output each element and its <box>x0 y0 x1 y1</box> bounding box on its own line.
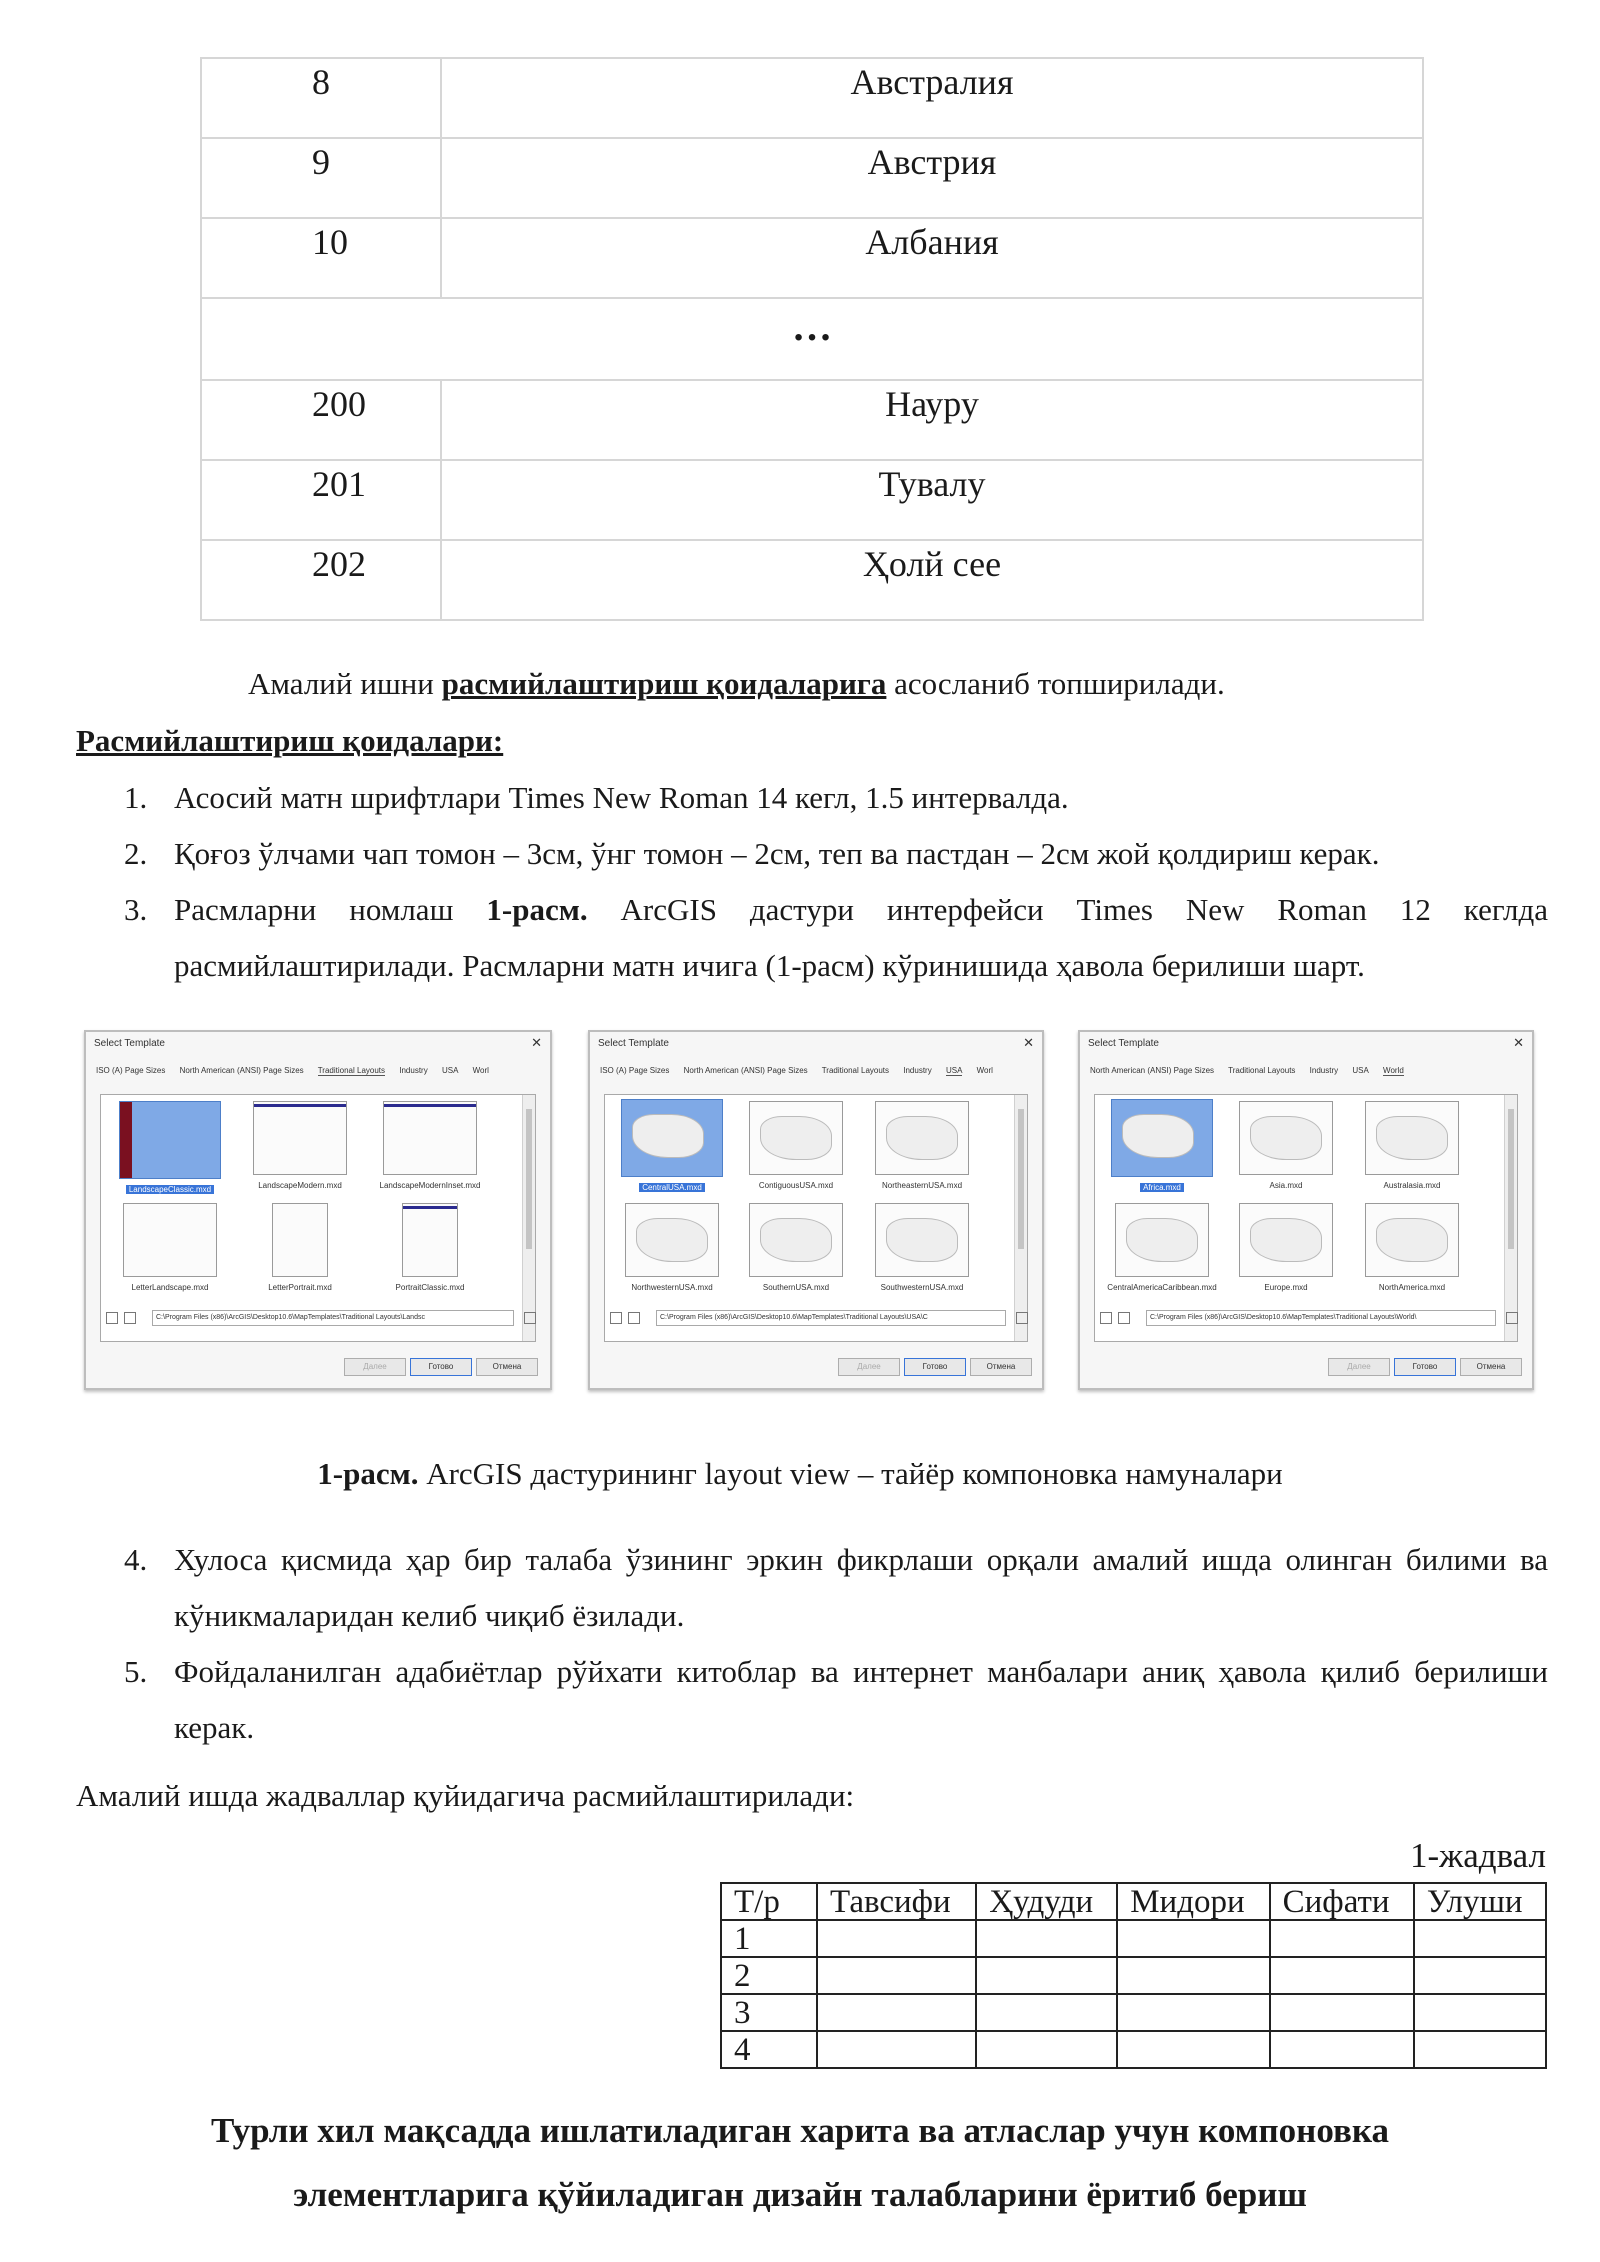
template-thumbnail <box>123 1203 217 1277</box>
row-number: 2 <box>721 1957 817 1994</box>
template-item[interactable] <box>867 1203 977 1292</box>
country-name: Австрия <box>441 138 1423 218</box>
template-item[interactable] <box>375 1203 485 1292</box>
table-row <box>201 218 1423 298</box>
table-cell <box>1117 1920 1269 1957</box>
template-name: NorthAmerica.mxd <box>1378 1283 1446 1292</box>
rules-title: Расмийлаштириш қоидалари: <box>76 723 504 758</box>
list-number: 1. <box>124 780 148 815</box>
template-item[interactable] <box>1357 1101 1467 1190</box>
scrollbar[interactable] <box>1504 1095 1517 1341</box>
template-thumbnail <box>1365 1101 1459 1175</box>
table-row <box>201 540 1423 620</box>
dialog-title: Select Template <box>598 1038 669 1049</box>
table-row <box>201 380 1423 460</box>
template-thumbnail <box>119 1101 221 1179</box>
row-number: 1 <box>721 1920 817 1957</box>
template-name: PortraitClassic.mxd <box>395 1283 465 1292</box>
table-cell <box>817 1994 976 2031</box>
template-thumbnail <box>1115 1203 1209 1277</box>
template-thumbnail <box>749 1203 843 1277</box>
figure-label: 1-расм. <box>317 1456 419 1491</box>
row-number: 4 <box>721 2031 817 2068</box>
next-button[interactable]: Далее <box>344 1358 406 1376</box>
grid-view-icon[interactable] <box>1118 1312 1130 1324</box>
list-number: 3. <box>124 892 148 927</box>
template-dialog-usa <box>588 1030 1044 1390</box>
list-text <box>174 882 1548 994</box>
template-name: LetterPortrait.mxd <box>268 1283 332 1292</box>
tab[interactable]: North American (ANSI) Page Sizes <box>179 1066 304 1075</box>
scrollbar[interactable] <box>1014 1095 1027 1341</box>
list-text: Асосий матн шрифтлари Times New Roman 14 кегл, 1.5 интервалда. <box>174 780 1069 815</box>
country-name: Науру <box>441 380 1423 460</box>
tab-active[interactable]: Traditional Layouts <box>317 1066 386 1075</box>
template-item[interactable] <box>1357 1203 1467 1292</box>
template-item[interactable] <box>617 1099 727 1195</box>
tab[interactable]: USA <box>1352 1066 1369 1075</box>
intro-text-end: асосланиб топширилади. <box>886 666 1225 701</box>
template-item[interactable] <box>115 1203 225 1292</box>
template-gallery <box>100 1094 536 1342</box>
close-icon[interactable]: ✕ <box>531 1035 542 1050</box>
template-dialog-traditional <box>84 1030 552 1390</box>
table-row <box>201 460 1423 540</box>
row-number: 9 <box>201 138 441 218</box>
list-number: 2. <box>124 836 148 871</box>
table-label: 1-жадвал <box>1409 1836 1546 1875</box>
list-item <box>124 882 1548 994</box>
tab[interactable]: Industry <box>399 1066 428 1075</box>
column-header: Т/р <box>721 1883 817 1920</box>
row-number: 200 <box>201 380 441 460</box>
template-thumbnail <box>253 1101 347 1175</box>
tab[interactable]: North American (ANSI) Page Sizes <box>683 1066 808 1075</box>
list-item <box>124 1532 1548 1644</box>
row-number: 8 <box>201 58 441 138</box>
template-name: LandscapeModern.mxd <box>258 1181 342 1190</box>
ok-button[interactable]: Готово <box>1394 1358 1456 1376</box>
table-cell <box>976 1994 1117 2031</box>
row-number: 10 <box>201 218 441 298</box>
list-view-icon[interactable] <box>1100 1312 1112 1324</box>
table-row-ellipsis <box>201 298 1423 380</box>
row-number: 202 <box>201 540 441 620</box>
template-thumbnail <box>1239 1203 1333 1277</box>
table-cell <box>1414 2031 1546 2068</box>
template-name: NorthwesternUSA.mxd <box>631 1283 713 1292</box>
dialog-tabs <box>96 1066 540 1082</box>
table-cell <box>817 2031 976 2068</box>
template-item[interactable] <box>741 1101 851 1190</box>
cancel-button[interactable]: Отмена <box>970 1358 1032 1376</box>
template-thumbnail <box>1111 1099 1213 1177</box>
template-name: Europe.mxd <box>1264 1283 1308 1292</box>
column-header: Сифати <box>1270 1883 1414 1920</box>
table-cell <box>976 1957 1117 1994</box>
template-gallery <box>604 1094 1028 1342</box>
cancel-button[interactable]: Отмена <box>1460 1358 1522 1376</box>
table-cell <box>817 1920 976 1957</box>
tab[interactable]: Traditional Layouts <box>1228 1066 1296 1075</box>
tab[interactable]: USA <box>441 1066 459 1075</box>
table-row <box>721 1957 1546 1994</box>
template-name: Asia.mxd <box>1269 1181 1303 1190</box>
country-name: Албания <box>441 218 1423 298</box>
next-button[interactable]: Далее <box>1328 1358 1390 1376</box>
intro-text: Амалий ишни <box>248 666 442 701</box>
table-row <box>721 2031 1546 2068</box>
caption-text: ArcGIS дастурининг layout view – тайёр компоновка намуналари <box>418 1456 1283 1491</box>
rules-link: расмийлаштириш қоидаларига <box>441 666 887 701</box>
template-item[interactable] <box>1231 1101 1341 1190</box>
template-thumbnail <box>1365 1203 1459 1277</box>
folder-icon[interactable] <box>524 1312 536 1324</box>
template-name: CentralAmericaCaribbean.mxd <box>1107 1283 1217 1292</box>
tab[interactable]: Worl <box>472 1066 489 1075</box>
template-table <box>720 1882 1547 2069</box>
tab[interactable]: ISO (A) Page Sizes <box>96 1066 166 1075</box>
column-header: Тавсифи <box>817 1883 976 1920</box>
grid-view-icon[interactable] <box>628 1312 640 1324</box>
countries-table <box>200 57 1424 621</box>
template-path-input[interactable]: C:\Program Files (x86)\ArcGIS\Desktop10.6\MapTemplates\Traditional Layouts\Landsc <box>152 1310 514 1326</box>
folder-icon[interactable] <box>1506 1312 1518 1324</box>
section-heading-line1: Турли хил мақсадда ишлатиладиган харита ва атласлар учун компоновка <box>211 2111 1389 2150</box>
list-number: 4. <box>124 1542 148 1577</box>
list-text-part: ArcGIS дастури интерфейси Times New Roman 12 кеглда расмийлаштирилади. Расмларни матн ичига (1-расм) кўринишида ҳавола берилиши шарт. <box>174 892 1548 983</box>
table-cell <box>1270 2031 1414 2068</box>
template-thumbnail <box>402 1203 458 1277</box>
table-cell <box>817 1957 976 1994</box>
template-name: NortheasternUSA.mxd <box>881 1181 963 1190</box>
table-row <box>721 1994 1546 2031</box>
table-cell <box>1414 1957 1546 1994</box>
list-view-icon[interactable] <box>610 1312 622 1324</box>
list-text: Фойдаланилган адабиётлар рўйхати китоблар ва интернет манбалари аниқ ҳавола қилиб берилиши керак. <box>174 1654 1548 1745</box>
template-thumbnail <box>875 1203 969 1277</box>
table-cell <box>976 1920 1117 1957</box>
table-cell <box>1414 1920 1546 1957</box>
template-thumbnail <box>749 1101 843 1175</box>
country-name: Ҳолй сее <box>441 540 1423 620</box>
close-icon[interactable]: ✕ <box>1513 1035 1524 1050</box>
tab[interactable]: North American (ANSI) Page Sizes <box>1090 1066 1215 1075</box>
template-item[interactable] <box>245 1101 355 1190</box>
column-header: Ҳудуди <box>976 1883 1117 1920</box>
template-dialog-world <box>1078 1030 1534 1390</box>
template-item[interactable] <box>115 1101 225 1197</box>
tab[interactable]: Traditional Layouts <box>821 1066 890 1075</box>
table-header-row <box>721 1883 1546 1920</box>
template-thumbnail <box>1239 1101 1333 1175</box>
table-cell <box>1117 2031 1269 2068</box>
list-text: Хулоса қисмида ҳар бир талаба ўзининг эркин фикрлаши орқали амалий ишда олинган билими ва кўникмаларидан келиб чиқиб ёзилади. <box>174 1542 1548 1633</box>
tab-active[interactable]: USA <box>945 1066 963 1075</box>
list-text-part: Расмларни номлаш <box>174 892 487 927</box>
ok-button[interactable]: Готово <box>904 1358 966 1376</box>
tab[interactable]: Industry <box>903 1066 932 1075</box>
tab[interactable]: Worl <box>976 1066 993 1075</box>
table-cell <box>1117 1957 1269 1994</box>
template-thumbnail <box>875 1101 969 1175</box>
list-text: Қоғоз ўлчами чап томон – 3см, ўнг томон – 2см, теп ва пастдан – 2см жой қолдириш керак. <box>174 836 1380 871</box>
close-icon[interactable]: ✕ <box>1023 1035 1034 1050</box>
table-row <box>201 58 1423 138</box>
template-thumbnail <box>383 1101 477 1175</box>
template-item[interactable] <box>1231 1203 1341 1292</box>
template-item[interactable] <box>867 1101 977 1190</box>
table-row <box>721 1920 1546 1957</box>
table-row <box>201 138 1423 218</box>
scrollbar[interactable] <box>522 1095 535 1341</box>
figure-caption <box>0 1456 1600 1492</box>
template-item[interactable] <box>1107 1203 1217 1292</box>
next-button[interactable]: Далее <box>838 1358 900 1376</box>
template-thumbnail <box>272 1203 328 1277</box>
country-name: Австралия <box>441 58 1423 138</box>
dialog-tabs <box>1090 1066 1522 1082</box>
country-name: Тувалу <box>441 460 1423 540</box>
template-item[interactable] <box>375 1101 485 1190</box>
template-name: ContiguousUSA.mxd <box>758 1181 834 1190</box>
template-name: SouthwesternUSA.mxd <box>880 1283 964 1292</box>
tables-intro: Амалий ишда жадваллар қуйидагича расмийлаштирилади: <box>76 1778 855 1813</box>
dialog-title: Select Template <box>1088 1038 1159 1049</box>
figure-ref: 1-расм. <box>486 892 588 927</box>
cancel-button[interactable]: Отмена <box>476 1358 538 1376</box>
template-name: LandscapeModernInset.mxd <box>379 1181 481 1190</box>
template-item[interactable] <box>245 1203 355 1292</box>
list-view-icon[interactable] <box>106 1312 118 1324</box>
template-name: SouthernUSA.mxd <box>762 1283 830 1292</box>
grid-view-icon[interactable] <box>124 1312 136 1324</box>
template-name: LandscapeClassic.mxd <box>126 1185 214 1194</box>
tab-active[interactable]: World <box>1383 1066 1404 1075</box>
template-path-input[interactable]: C:\Program Files (x86)\ArcGIS\Desktop10.6\MapTemplates\Traditional Layouts\USA\C <box>656 1310 1006 1326</box>
template-item[interactable] <box>741 1203 851 1292</box>
table-cell <box>1270 1957 1414 1994</box>
list-item <box>124 1644 1548 1756</box>
ok-button[interactable]: Готово <box>410 1358 472 1376</box>
column-header: Мидори <box>1117 1883 1269 1920</box>
table-cell <box>976 2031 1117 2068</box>
table-cell <box>1270 1994 1414 2031</box>
template-name: Africa.mxd <box>1140 1183 1184 1192</box>
template-thumbnail <box>625 1203 719 1277</box>
dialog-tabs <box>600 1066 1032 1082</box>
table-cell <box>1117 1994 1269 2031</box>
template-item[interactable] <box>617 1203 727 1292</box>
tab[interactable]: Industry <box>1309 1066 1339 1075</box>
intro-paragraph <box>248 656 1225 712</box>
row-number: 3 <box>721 1994 817 2031</box>
folder-icon[interactable] <box>1016 1312 1028 1324</box>
template-path-input[interactable]: C:\Program Files (x86)\ArcGIS\Desktop10.6\MapTemplates\Traditional Layouts\World\ <box>1146 1310 1496 1326</box>
dialog-title: Select Template <box>94 1038 165 1049</box>
list-number: 5. <box>124 1654 148 1689</box>
template-gallery <box>1094 1094 1518 1342</box>
tab[interactable]: ISO (A) Page Sizes <box>600 1066 670 1075</box>
template-name: Australasia.mxd <box>1383 1181 1441 1190</box>
row-number: 201 <box>201 460 441 540</box>
template-name: CentralUSA.mxd <box>639 1183 705 1192</box>
table-cell <box>1414 1994 1546 2031</box>
template-name: LetterLandscape.mxd <box>131 1283 209 1292</box>
template-thumbnail <box>621 1099 723 1177</box>
template-item[interactable] <box>1107 1099 1217 1195</box>
ellipsis-cell: … <box>201 298 1423 380</box>
column-header: Улуши <box>1414 1883 1546 1920</box>
table-cell <box>1270 1920 1414 1957</box>
section-heading-line2: элементларига қўйиладиган дизайн талабларини ёритиб бериш <box>293 2175 1307 2214</box>
